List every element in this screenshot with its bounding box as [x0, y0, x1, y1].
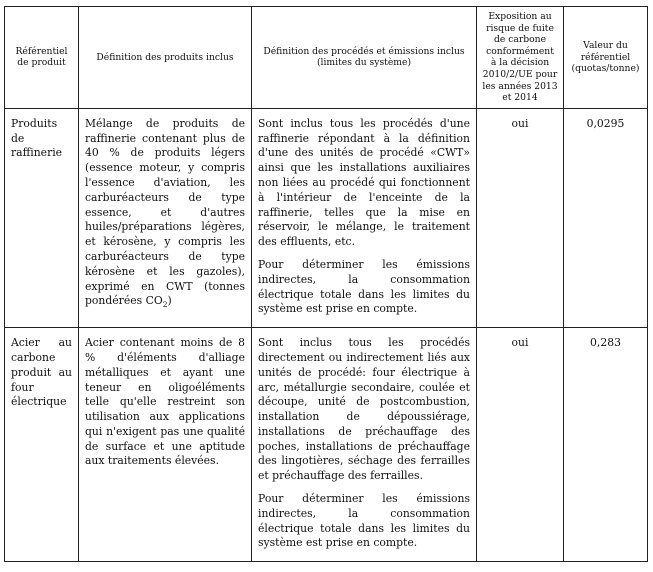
product-definition-text: Mélange de produits de raffinerie contenant plus de 40 % de produits légers (essence moteur, y compris l'essence d'aviation, les carburéacteurs de type essence, et d'autres huiles/préparations légères, et kérosène, y compris les carburéacteurs de type kérosène et les gazoles), exprimé en CWT (tonnes pondérées CO	[85, 116, 245, 308]
cell-product-definition	[79, 328, 252, 562]
cell-carbon-leakage: oui	[477, 328, 564, 562]
cell-product	[5, 328, 79, 562]
process-paragraph-1: Sont inclus tous les procédés directement ou indirectement liés aux unités de procédé: four électrique à arc, métallurgie secondaire, coulée et découpe, unité de postcombustion, installation de dépoussiérage, installations de préchauffage des poches, installations de préchauffage des lingotières, séchage des ferrailles et préchauffage des ferrailles.	[258, 336, 470, 483]
header-product-benchmark: Référentiel de produit	[5, 7, 79, 109]
header-process-definition: Définition des procédés et émissions inclus (limites du système)	[252, 7, 477, 109]
product-definition-tail: )	[167, 294, 172, 308]
cell-process-definition	[252, 328, 477, 562]
process-paragraph-1: Sont inclus tous les procédés d'une raffinerie répondant à la définition d'une des unités de procédé «CWT» ainsi que les installations auxiliaires non liées au procédé qui fonctionnent à l'intérieur de l'enceinte de la raffinerie, telles que la mise en réservoir, le mélange, le traitement des effluents, etc.	[258, 116, 470, 249]
benchmark-table	[4, 6, 648, 562]
cell-carbon-leakage: oui	[477, 108, 564, 327]
cell-benchmark-value: 0,0295	[564, 108, 648, 327]
cell-product	[5, 108, 79, 327]
co2-subscript: 2	[162, 300, 168, 310]
product-definition: Acier contenant moins de 8 % d'éléments d'alliage métalliques et ayant une teneur en oligoéléments telle qu'elle restreint son utilisation aux applications qui n'exigent pas une qualité de surface et une aptitude aux traitements élevées.	[85, 336, 245, 468]
header-carbon-leakage: Exposition au risque de fuite de carbone conformément à la décision 2010/2/UE pour les années 2013 et 2014	[477, 7, 564, 109]
product-name: Produits de raffinerie	[11, 116, 63, 160]
cell-benchmark-value: 0,283	[564, 328, 648, 562]
header-product-definition: Définition des produits inclus	[79, 7, 252, 109]
header-benchmark-value: Valeur du référentiel (quotas/tonne)	[564, 7, 648, 109]
cell-process-definition	[252, 108, 477, 327]
product-definition	[85, 117, 245, 309]
cell-product-definition	[79, 108, 252, 327]
header-row	[5, 7, 648, 109]
process-paragraph-2: Pour déterminer les émissions indirectes, la consommation électrique totale dans les limites du système est prise en compte.	[258, 492, 470, 550]
table-row	[5, 328, 648, 562]
product-name: Acier au carbone produit au four électrique	[11, 336, 72, 409]
table-row	[5, 108, 648, 327]
process-paragraph-2: Pour déterminer les émissions indirectes, la consommation électrique totale dans les limites du système est prise en compte.	[258, 257, 470, 316]
